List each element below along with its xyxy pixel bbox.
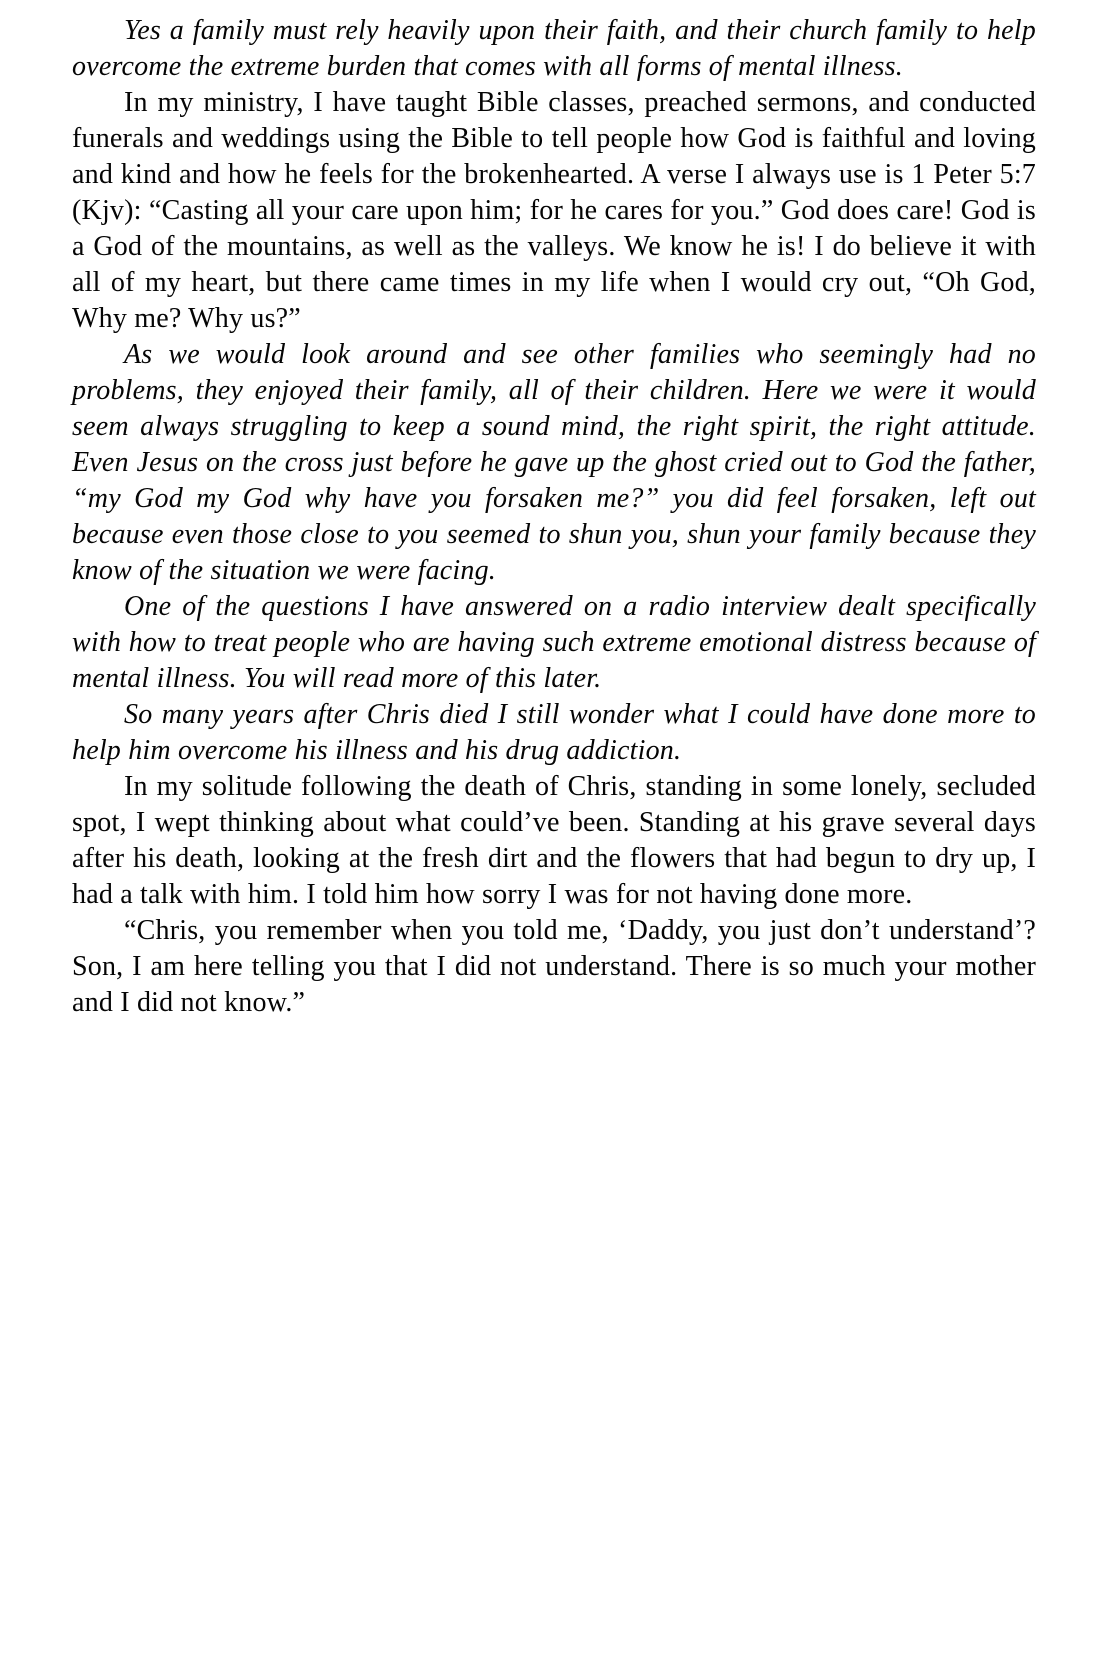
paragraph-ministry: In my ministry, I have taught Bible classes, preached sermons, and conducted funerals and weddings using the Bible to tell people how God is faithful and loving and kind and how he feels for the brokenhearted. A verse I always use is 1 Peter 5:7 (Kjv): “Casting all your care upon him; for he cares for you.” God does care! God is a God of the mountains, as well as the valleys. We know he is! I do believe it with all of my heart, but there came times in my life when I would cry out, “Oh God, Why me? Why us?” [72,87,1036,334]
paragraph-solitude: In my solitude following the death of Chris, standing in some lonely, secluded spot, I wept thinking about what could’ve been. Standing at his grave several days after his death, looking at the fresh dirt and the flowers that had begun to dry up, I had a talk with him. I told him how sorry I was for not having done more. [72,771,1036,910]
paragraph-faith-family: Yes a family must rely heavily upon their faith, and their church family to help overcome the extreme burden that comes with all forms of mental illness. [72,15,1036,82]
page-text-block [72,13,1036,1021]
paragraph-years-after: So many years after Chris died I still wonder what I could have done more to help him overcome his illness and his drug addiction. [72,699,1036,766]
paragraph-chris-quote: “Chris, you remember when you told me, ‘Daddy, you just don’t understand’? Son, I am here telling you that I did not understand. There is so much your mother and I did not know.” [72,915,1036,1018]
paragraph-other-families: As we would look around and see other families who seemingly had no problems, they enjoyed their family, all of their children. Here we were it would seem always struggling to keep a sound mind, the right spirit, the right attitude. Even Jesus on the cross just before he gave up the ghost cried out to God the father, “my God my God why have you forsaken me?” you did feel forsaken, left out because even those close to you seemed to shun you, shun your family because they know of the situation we were facing. [72,339,1036,586]
paragraph-radio-interview: One of the questions I have answered on a radio interview dealt specifically with how to treat people who are having such extreme emotional distress because of mental illness. You will read more of this later. [72,591,1036,694]
